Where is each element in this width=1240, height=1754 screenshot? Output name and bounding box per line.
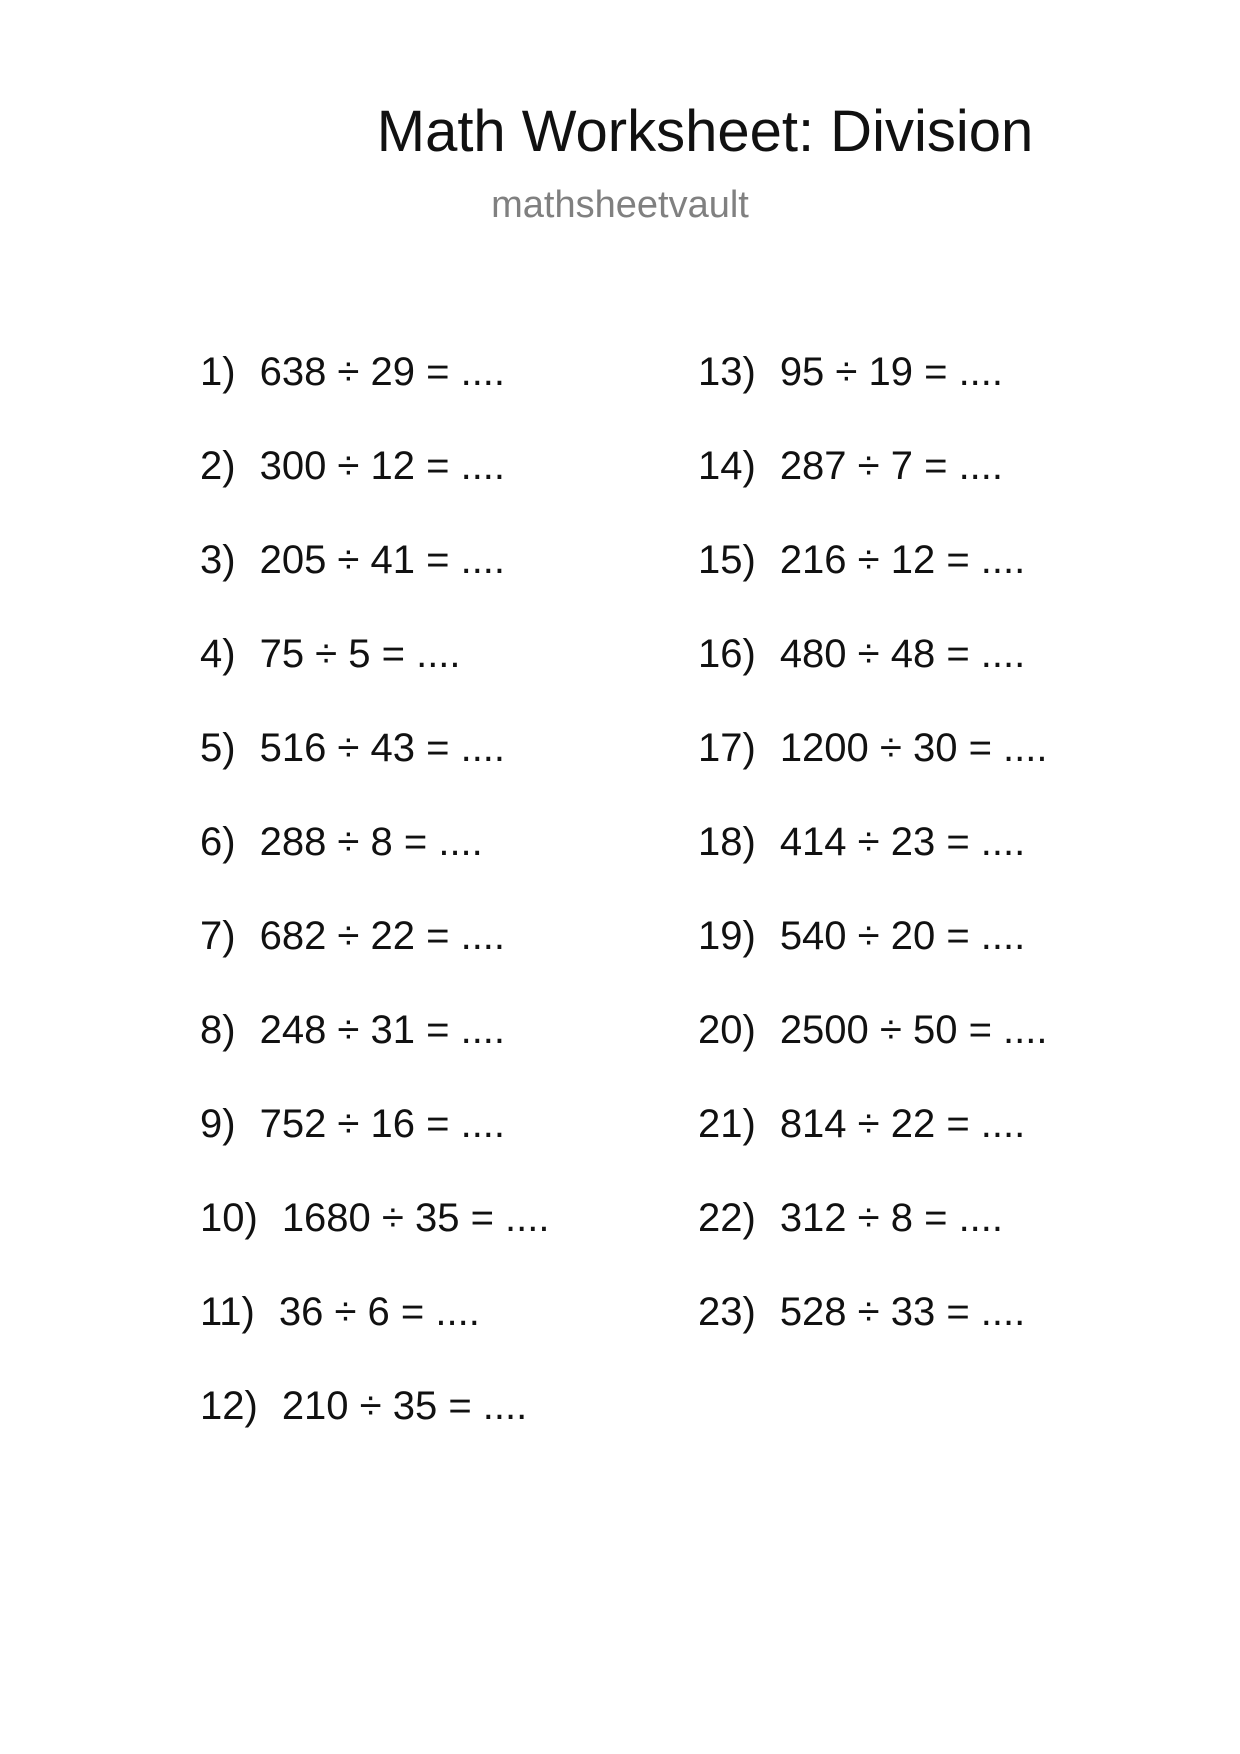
problem-number: 1) — [200, 350, 236, 394]
problem-expression: 814 ÷ 22 = .... — [779, 1102, 1026, 1146]
problem-item — [698, 724, 1048, 818]
problem-number: 10) — [200, 1196, 258, 1240]
problem-number: 13) — [698, 350, 756, 394]
problem-item — [698, 1100, 1048, 1194]
problem-number: 21) — [698, 1102, 756, 1146]
problem-item — [698, 912, 1048, 1006]
problem-number: 5) — [200, 726, 236, 770]
problem-expression: 1680 ÷ 35 = .... — [281, 1196, 550, 1240]
problem-expression: 414 ÷ 23 = .... — [779, 820, 1026, 864]
problem-number: 15) — [698, 538, 756, 582]
problem-number: 16) — [698, 632, 756, 676]
problem-item — [200, 1382, 550, 1476]
problem-item — [698, 818, 1048, 912]
problem-item — [200, 1006, 550, 1100]
problem-item — [200, 724, 550, 818]
source-label: mathsheetvault — [491, 184, 749, 226]
problem-item — [200, 912, 550, 1006]
problem-item — [200, 348, 550, 442]
problem-number: 23) — [698, 1290, 756, 1334]
problems-left-column — [200, 348, 550, 1476]
problem-expression: 312 ÷ 8 = .... — [779, 1196, 1004, 1240]
problem-number: 3) — [200, 538, 236, 582]
problem-item — [698, 1194, 1048, 1288]
page-title: Math Worksheet: Division — [376, 99, 1034, 164]
problems-right-column — [698, 348, 1048, 1382]
problem-number: 6) — [200, 820, 236, 864]
problem-item — [698, 536, 1048, 630]
problem-item — [698, 348, 1048, 442]
problem-expression: 638 ÷ 29 = .... — [259, 350, 506, 394]
problem-item — [698, 442, 1048, 536]
problem-item — [698, 630, 1048, 724]
problem-expression: 210 ÷ 35 = .... — [281, 1384, 528, 1428]
problem-number: 19) — [698, 914, 756, 958]
problem-expression: 287 ÷ 7 = .... — [779, 444, 1004, 488]
problem-expression: 288 ÷ 8 = .... — [259, 820, 483, 864]
problem-expression: 516 ÷ 43 = .... — [259, 726, 506, 770]
problem-expression: 752 ÷ 16 = .... — [259, 1102, 506, 1146]
problem-expression: 480 ÷ 48 = .... — [779, 632, 1026, 676]
problem-item — [200, 630, 550, 724]
problem-item — [200, 442, 550, 536]
problem-expression: 95 ÷ 19 = .... — [779, 350, 1004, 394]
problem-expression: 205 ÷ 41 = .... — [259, 538, 506, 582]
problem-expression: 528 ÷ 33 = .... — [779, 1290, 1026, 1334]
problem-number: 14) — [698, 444, 756, 488]
problem-expression: 75 ÷ 5 = .... — [259, 632, 461, 676]
problem-number: 9) — [200, 1102, 236, 1146]
problem-expression: 2500 ÷ 50 = .... — [779, 1008, 1048, 1052]
problem-number: 18) — [698, 820, 756, 864]
problem-item — [200, 1194, 550, 1288]
problem-number: 7) — [200, 914, 236, 958]
problem-item — [200, 536, 550, 630]
problem-expression: 36 ÷ 6 = .... — [278, 1290, 480, 1334]
problem-expression: 216 ÷ 12 = .... — [779, 538, 1026, 582]
problem-expression: 540 ÷ 20 = .... — [779, 914, 1026, 958]
problem-item — [200, 1288, 550, 1382]
problem-item — [698, 1006, 1048, 1100]
problem-expression: 682 ÷ 22 = .... — [259, 914, 506, 958]
problem-number: 8) — [200, 1008, 236, 1052]
problem-number: 2) — [200, 444, 236, 488]
problem-number: 11) — [200, 1290, 255, 1334]
problem-number: 12) — [200, 1384, 258, 1428]
problem-expression: 1200 ÷ 30 = .... — [779, 726, 1048, 770]
problem-expression: 248 ÷ 31 = .... — [259, 1008, 506, 1052]
problem-number: 4) — [200, 632, 236, 676]
problem-item — [200, 1100, 550, 1194]
problem-number: 17) — [698, 726, 756, 770]
problem-number: 22) — [698, 1196, 756, 1240]
problem-number: 20) — [698, 1008, 756, 1052]
problem-expression: 300 ÷ 12 = .... — [259, 444, 506, 488]
problem-item — [200, 818, 550, 912]
problem-item — [698, 1288, 1048, 1382]
